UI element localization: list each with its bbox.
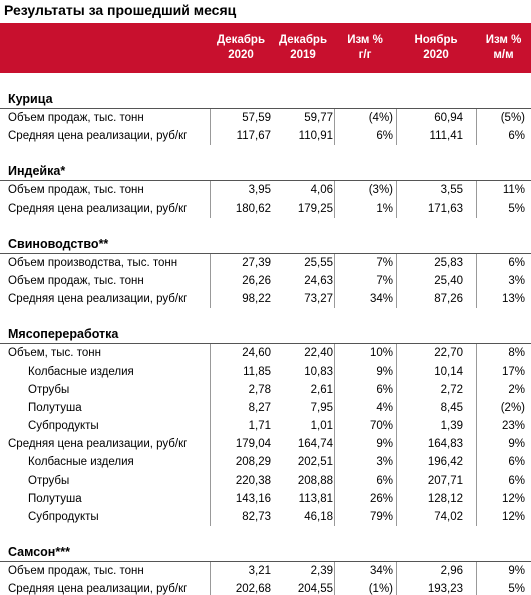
cell-value: 171,63 — [427, 202, 463, 215]
column-header-nov-2020 — [396, 23, 476, 73]
cell-value: 113,81 — [298, 492, 333, 505]
cell-value: 202,51 — [297, 456, 333, 469]
column-header-line2: 2019 — [290, 49, 316, 61]
section — [0, 218, 531, 309]
cell-value: 24,60 — [242, 347, 271, 360]
cell-value: 2% — [508, 383, 525, 396]
cell-value: 3% — [508, 274, 525, 287]
cell-value: (5%) — [500, 112, 525, 124]
cell-value: 26% — [369, 492, 393, 505]
cell-value: 46,18 — [304, 511, 333, 523]
section-title: Мясопереработка — [0, 308, 531, 344]
cell-value: 117,67 — [236, 130, 271, 143]
cell-value: 24,63 — [304, 274, 333, 287]
row-label: Колбасные изделия — [28, 456, 134, 469]
cell-value: 180,62 — [235, 202, 271, 215]
column-header-dec-2019 — [272, 23, 334, 73]
cell-value: 34% — [369, 565, 393, 578]
row-label: Колбасные изделия — [28, 365, 134, 378]
cell-value: 2,61 — [310, 383, 333, 396]
cell-value: 4% — [376, 401, 393, 414]
table-row — [0, 254, 531, 272]
cell-value: 10% — [369, 347, 393, 360]
row-label: Средняя цена реализации, руб/кг — [8, 130, 188, 143]
table-row — [0, 453, 531, 471]
table-row — [0, 381, 531, 399]
cell-value: 25,83 — [434, 256, 463, 269]
cell-value: 7% — [376, 274, 393, 287]
cell-value: 82,73 — [242, 511, 271, 523]
cell-value: 179,04 — [235, 438, 271, 451]
row-label: Объем продаж, тыс. тонн — [8, 565, 144, 578]
section — [0, 145, 531, 217]
row-label: Отрубы — [28, 383, 70, 396]
cell-value: 8,45 — [440, 401, 463, 414]
row-label: Субпродукты — [28, 511, 99, 523]
cell-value: 17% — [501, 365, 525, 378]
cell-value: 110,91 — [298, 130, 333, 143]
column-header-change-yoy — [334, 23, 396, 73]
table-row — [0, 344, 531, 362]
row-label: Объем продаж, тыс. тонн — [8, 112, 144, 124]
cell-value: 207,71 — [427, 474, 463, 487]
cell-value: 25,40 — [434, 274, 463, 287]
cell-value: 208,29 — [235, 456, 271, 469]
cell-value: 7% — [376, 256, 393, 269]
cell-value: 5% — [508, 583, 525, 595]
cell-value: 4,06 — [310, 184, 333, 197]
cell-value: 1% — [376, 202, 393, 215]
table-row — [0, 399, 531, 417]
cell-value: 5% — [508, 202, 525, 215]
cell-value: 6% — [508, 130, 525, 143]
row-label: Отрубы — [28, 474, 70, 487]
cell-value: 87,26 — [434, 293, 463, 306]
cell-value: 2,72 — [440, 383, 463, 396]
cell-value: 22,70 — [434, 347, 463, 360]
row-label: Средняя цена реализации, руб/кг — [8, 202, 188, 215]
cell-value: 1,01 — [310, 420, 333, 433]
cell-value: 164,74 — [297, 438, 333, 451]
table-row — [0, 181, 531, 199]
cell-value: 128,12 — [427, 492, 463, 505]
column-header-line1: Изм % — [485, 34, 522, 46]
cell-value: 3,21 — [248, 565, 271, 578]
table-row — [0, 290, 531, 308]
cell-value: 2,78 — [248, 383, 271, 396]
cell-value: 26,26 — [242, 274, 271, 287]
cell-value: 164,83 — [427, 438, 463, 451]
row-label: Объем, тыс. тонн — [8, 347, 101, 360]
cell-value: 57,59 — [242, 112, 271, 124]
column-header-line1: Изм % — [347, 34, 383, 46]
cell-value: 208,88 — [297, 474, 333, 487]
cell-value: 10,83 — [304, 365, 333, 378]
cell-value: (4%) — [368, 112, 393, 124]
table-row — [0, 435, 531, 453]
page-title: Результаты за прошедший месяц — [4, 2, 237, 18]
table-row — [0, 109, 531, 127]
column-header-line1: Декабрь — [278, 34, 328, 46]
section-title: Индейка* — [0, 145, 531, 181]
cell-value: 196,42 — [427, 456, 463, 469]
column-header-line2: 2020 — [423, 49, 449, 61]
table-row — [0, 562, 531, 580]
cell-value: 202,68 — [235, 583, 271, 595]
table-row — [0, 127, 531, 145]
cell-value: 70% — [369, 420, 393, 433]
table-row — [0, 200, 531, 218]
table-row — [0, 417, 531, 435]
table-row — [0, 272, 531, 290]
column-header-change-mom — [476, 23, 531, 73]
row-label: Средняя цена реализации, руб/кг — [8, 583, 188, 595]
cell-value: 179,25 — [297, 202, 333, 215]
cell-value: 6% — [376, 474, 393, 487]
cell-value: 73,27 — [304, 293, 333, 306]
table-row — [0, 363, 531, 381]
cell-value: 27,39 — [242, 256, 271, 269]
cell-value: 2,39 — [310, 565, 333, 578]
table-row — [0, 490, 531, 508]
cell-value: 6% — [508, 474, 525, 487]
row-label: Средняя цена реализации, руб/кг — [8, 438, 188, 451]
row-label: Средняя цена реализации, руб/кг — [8, 293, 188, 306]
cell-value: 143,16 — [235, 492, 271, 505]
cell-value: 10,14 — [434, 365, 463, 378]
cell-value: 1,39 — [440, 420, 463, 433]
cell-value: 6% — [508, 456, 525, 469]
cell-value: 34% — [369, 293, 393, 306]
results-table — [0, 73, 531, 595]
section — [0, 308, 531, 526]
cell-value: 8% — [508, 347, 525, 360]
cell-value: 22,40 — [304, 347, 333, 360]
section — [0, 526, 531, 595]
column-header-line2: г/г — [358, 49, 372, 61]
cell-value: 79% — [369, 511, 393, 523]
cell-value: 59,77 — [304, 112, 333, 124]
cell-value: 3% — [376, 456, 393, 469]
cell-value: 9% — [376, 365, 393, 378]
cell-value: 23% — [501, 420, 525, 433]
cell-value: 12% — [501, 511, 525, 523]
cell-value: 1,71 — [248, 420, 271, 433]
column-header-dec-2020 — [210, 23, 272, 73]
section-title: Свиноводство** — [0, 218, 531, 254]
section — [0, 73, 531, 145]
cell-value: (2%) — [500, 401, 525, 414]
cell-value: (3%) — [368, 184, 393, 197]
cell-value: (1%) — [368, 583, 393, 595]
cell-value: 9% — [508, 438, 525, 451]
cell-value: 6% — [376, 130, 393, 143]
column-header-line2: м/м — [493, 49, 514, 61]
row-label: Объем продаж, тыс. тонн — [8, 274, 144, 287]
cell-value: 204,55 — [297, 583, 333, 595]
cell-value: 74,02 — [434, 511, 463, 523]
row-label: Объем продаж, тыс. тонн — [8, 184, 144, 197]
cell-value: 193,23 — [427, 583, 463, 595]
cell-value: 3,95 — [248, 184, 271, 197]
table-row — [0, 508, 531, 526]
table-header — [0, 23, 531, 73]
table-row — [0, 472, 531, 490]
column-header-line2: 2020 — [228, 49, 254, 61]
cell-value: 60,94 — [434, 112, 463, 124]
cell-value: 6% — [376, 383, 393, 396]
cell-value: 111,41 — [429, 130, 463, 143]
cell-value: 12% — [501, 492, 525, 505]
cell-value: 11,85 — [243, 365, 271, 378]
cell-value: 25,55 — [304, 256, 333, 269]
column-header-line1: Ноябрь — [414, 34, 458, 46]
cell-value: 9% — [508, 565, 525, 578]
cell-value: 8,27 — [248, 401, 271, 414]
column-header-line1: Декабрь — [216, 34, 266, 46]
row-label: Объем производства, тыс. тонн — [8, 256, 178, 269]
table-row — [0, 580, 531, 595]
section-title: Курица — [0, 73, 531, 109]
cell-value: 3,55 — [440, 184, 463, 197]
row-label: Субпродукты — [28, 420, 99, 433]
cell-value: 13% — [501, 293, 525, 306]
cell-value: 7,95 — [310, 401, 333, 414]
cell-value: 6% — [508, 256, 525, 269]
cell-value: 2,96 — [440, 565, 463, 578]
row-label: Полутуша — [28, 401, 82, 414]
section-title: Самсон*** — [0, 526, 531, 562]
cell-value: 98,22 — [242, 293, 271, 306]
cell-value: 11% — [502, 184, 525, 197]
cell-value: 9% — [376, 438, 393, 451]
cell-value: 220,38 — [235, 474, 271, 487]
row-label: Полутуша — [28, 492, 82, 505]
